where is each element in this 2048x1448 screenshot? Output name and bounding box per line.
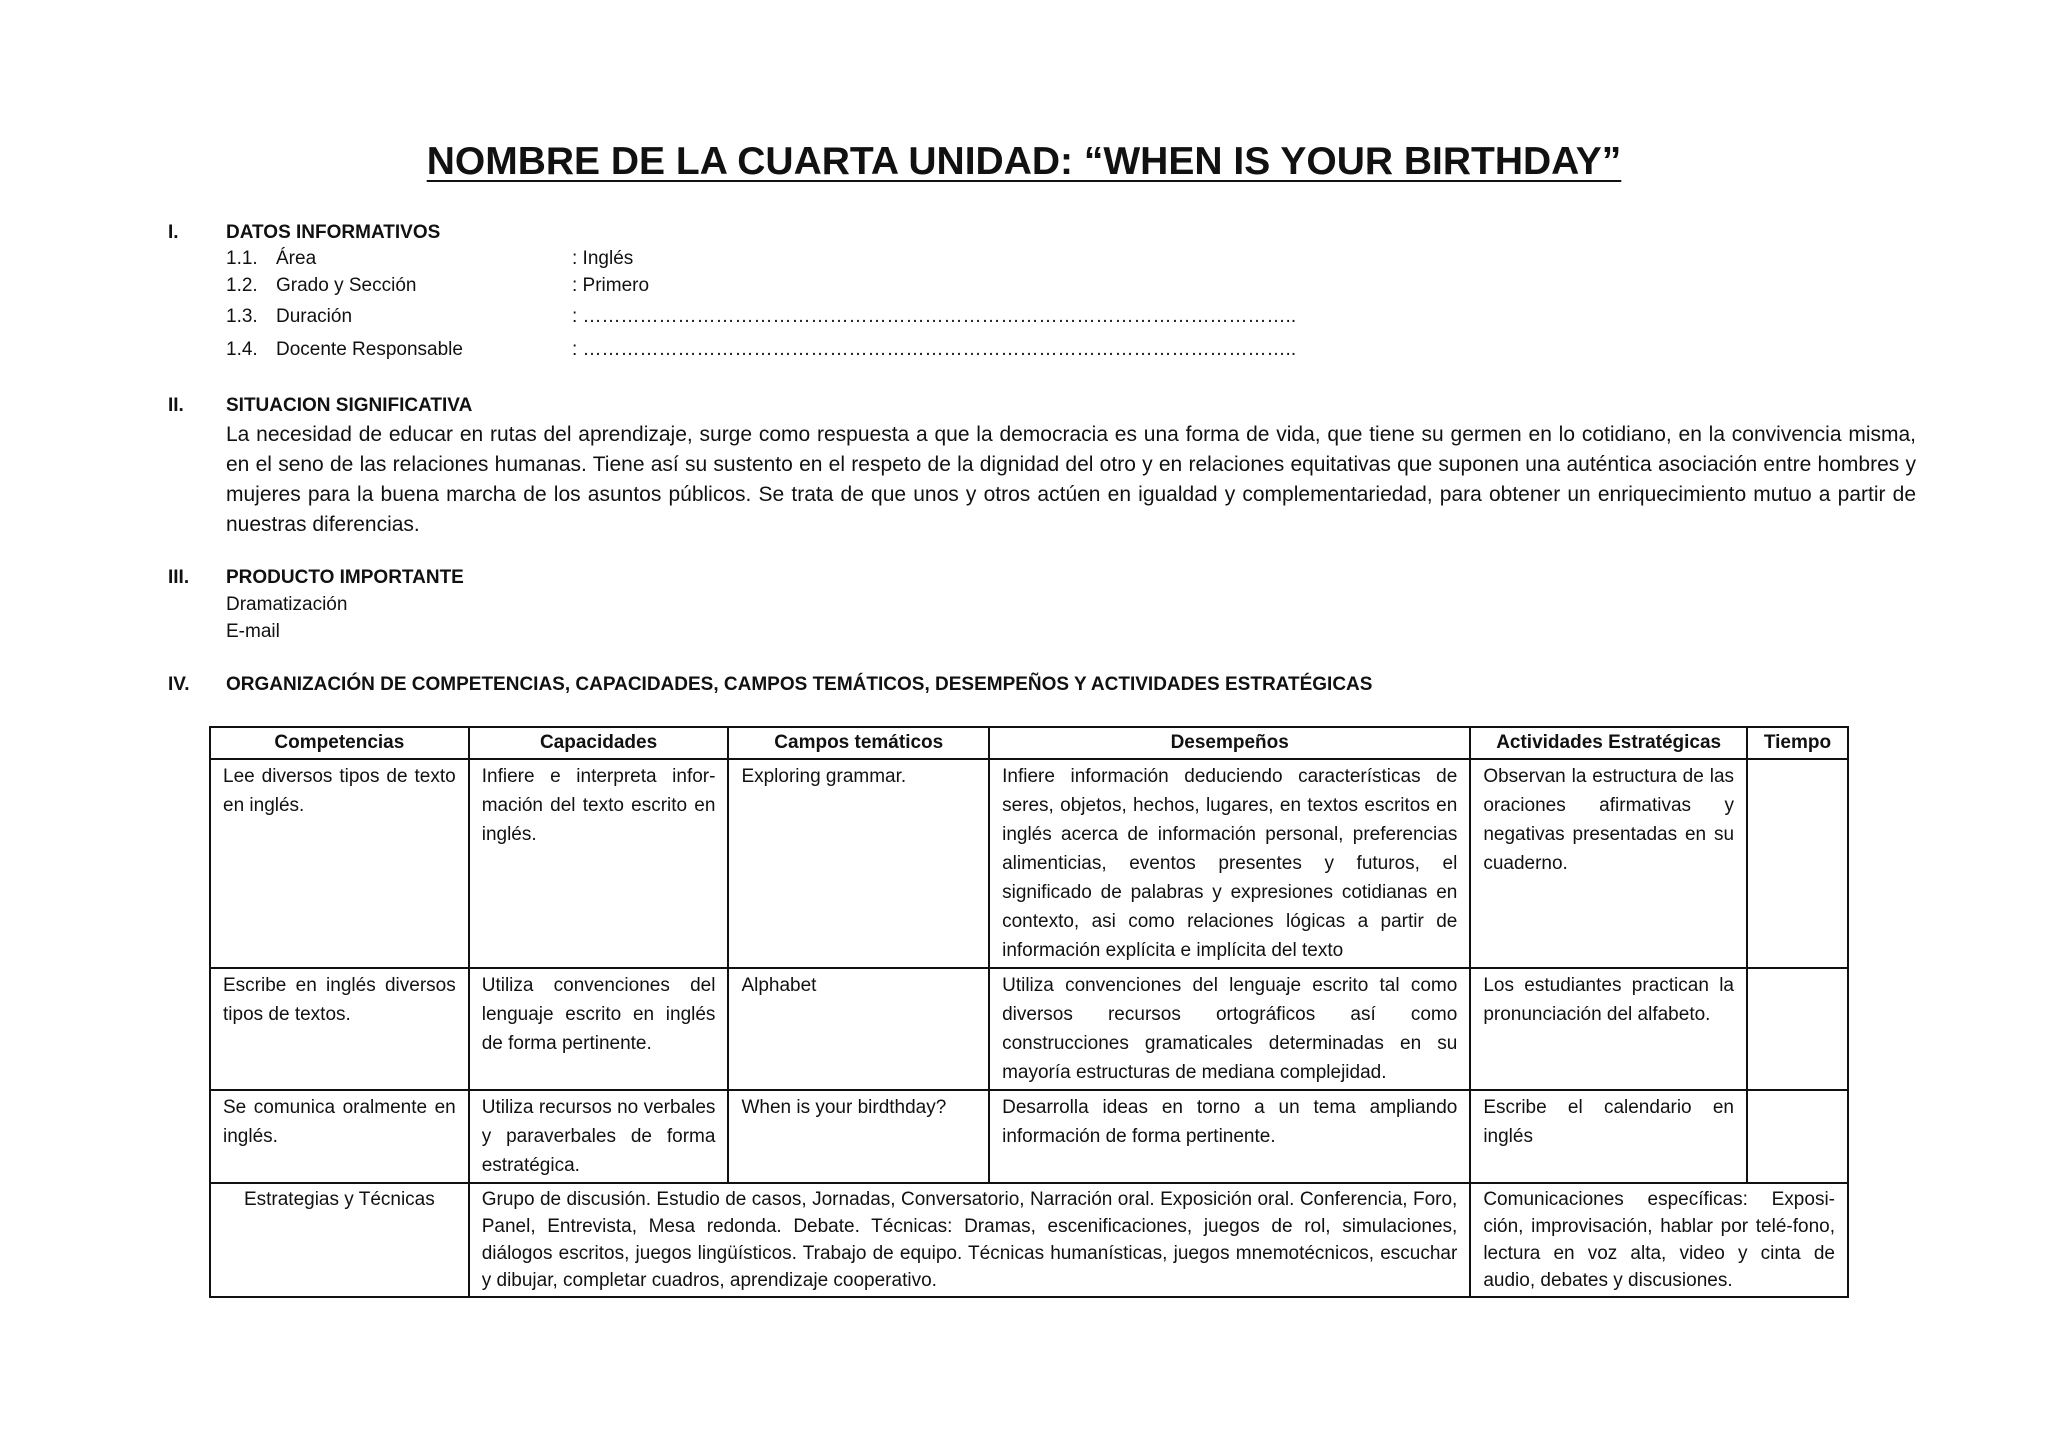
info-value: : ………………………………………………………………………………………………….. [572, 306, 1297, 327]
cell-competencia: Escribe en inglés diversos tipos de textos. [210, 968, 469, 1090]
table-row [210, 759, 1848, 968]
cell-actividad: Los estudiantes practican la pronunciación del alfabeto. [1470, 968, 1747, 1090]
cell-capacidad: Infiere e interpreta infor-mación del texto escrito en inglés. [469, 759, 729, 968]
situacion-text: La necesidad de educar en rutas del aprendizaje, surge como respuesta a que la democracia es una forma de vida, que tiene su germen en lo cotidiano, en la convivencia misma, en el seno de las relaciones humanas. Tiene así su sustento en el respeto de la dignidad del otro y en relaciones equitativas que suponen una auténtica asociación entre hombres y mujeres para la buena marcha de los asuntos públicos. Se trata de que unos y otros actúen en igualdad y complementariedad, para obtener un enriquecimiento mutuo a partir de nuestras diferencias. [226, 423, 1916, 536]
section-4-heading: ORGANIZACIÓN DE COMPETENCIAS, CAPACIDADES, CAMPOS TEMÁTICOS, DESEMPEÑOS Y ACTIVIDADES ESTRATÉGICAS [226, 674, 1373, 695]
info-value: : ………………………………………………………………………………………………….. [572, 339, 1297, 360]
info-number: 1.1. [226, 248, 258, 269]
cell-tiempo [1747, 968, 1848, 1090]
info-key: Docente Responsable [276, 339, 463, 360]
cell-desempeno: Desarrolla ideas en torno a un tema ampliando información de forma pertinente. [989, 1090, 1470, 1183]
info-row-grado [226, 275, 1326, 297]
info-value: : Inglés [572, 248, 634, 269]
cell-strategies-extra: Comunicaciones específicas: Exposi-ción, improvisación, hablar por telé-fono, lectura en voz alta, video y cinta de audio, debates y discusiones. [1470, 1183, 1848, 1297]
header-tiempo: Tiempo [1747, 727, 1848, 759]
table-row [210, 1090, 1848, 1183]
section-1-number: I. [168, 222, 179, 243]
info-row-docente [226, 339, 1326, 361]
section-1-heading: DATOS INFORMATIVOS [226, 222, 441, 243]
section-2-number: II. [168, 395, 184, 416]
cell-competencia: Lee diversos tipos de texto en inglés. [210, 759, 469, 968]
info-number: 1.3. [226, 306, 258, 327]
producto-item: Dramatización [226, 594, 348, 615]
header-campos: Campos temáticos [728, 727, 989, 759]
table-row-strategies [210, 1183, 1848, 1297]
info-number: 1.2. [226, 275, 258, 296]
section-3-number: III. [168, 567, 190, 588]
producto-item: E-mail [226, 621, 280, 642]
section-2-heading: SITUACION SIGNIFICATIVA [226, 395, 473, 416]
cell-strategies-label: Estrategias y Técnicas [210, 1183, 469, 1297]
table-header-row [210, 727, 1848, 759]
info-row-area [226, 248, 1326, 270]
info-key: Grado y Sección [276, 275, 417, 296]
section-3-heading: PRODUCTO IMPORTANTE [226, 567, 464, 588]
header-actividades: Actividades Estratégicas [1470, 727, 1747, 759]
header-competencias: Competencias [210, 727, 469, 759]
table-row [210, 968, 1848, 1090]
cell-tiempo [1747, 1090, 1848, 1183]
cell-desempeno: Infiere información deduciendo características de seres, objetos, hechos, lugares, en textos escritos en inglés acerca de información personal, preferencias alimenticias, eventos presentes y futuros, el significado de palabras y expresiones cotidianas en contexto, asi como relaciones lógicas a partir de información explícita e implícita del texto [989, 759, 1470, 968]
competencias-table [209, 726, 1849, 1298]
cell-actividad: Escribe el calendario en inglés [1470, 1090, 1747, 1183]
cell-capacidad: Utiliza recursos no verbales y paraverbales de forma estratégica. [469, 1090, 729, 1183]
cell-capacidad: Utiliza convenciones del lenguaje escrito en inglés de forma pertinente. [469, 968, 729, 1090]
header-desempenos: Desempeños [989, 727, 1470, 759]
section-4-number: IV. [168, 674, 190, 695]
cell-desempeno: Utiliza convenciones del lenguaje escrito tal como diversos recursos ortográficos así como construcciones gramaticales determinadas en su mayoría estructuras de mediana complejidad. [989, 968, 1470, 1090]
header-capacidades: Capacidades [469, 727, 729, 759]
cell-competencia: Se comunica oralmente en inglés. [210, 1090, 469, 1183]
info-value: : Primero [572, 275, 650, 296]
info-key: Duración [276, 306, 353, 327]
cell-campo: When is your birdthday? [728, 1090, 989, 1183]
cell-campo: Alphabet [728, 968, 989, 1090]
info-key: Área [276, 248, 317, 269]
info-number: 1.4. [226, 339, 258, 360]
cell-campo: Exploring grammar. [728, 759, 989, 968]
cell-strategies-text: Grupo de discusión. Estudio de casos, Jornadas, Conversatorio, Narración oral. Exposición oral. Conferencia, Foro, Panel, Entrevista, Mesa redonda. Debate. Técnicas: Dramas, escenificaciones, juegos de rol, simulaciones, diálogos escritos, juegos lingüísticos. Trabajo de equipo. Técnicas humanísticas, juegos mnemotécnicos, escuchar y dibujar, completar cuadros, aprendizaje cooperativo. [469, 1183, 1471, 1297]
info-row-duracion [226, 306, 1326, 328]
cell-actividad: Observan la estructura de las oraciones afirmativas y negativas presentadas en su cuaderno. [1470, 759, 1747, 968]
cell-tiempo [1747, 759, 1848, 968]
document-title: NOMBRE DE LA CUARTA UNIDAD: “WHEN IS YOUR BIRTHDAY” [426, 140, 1622, 183]
